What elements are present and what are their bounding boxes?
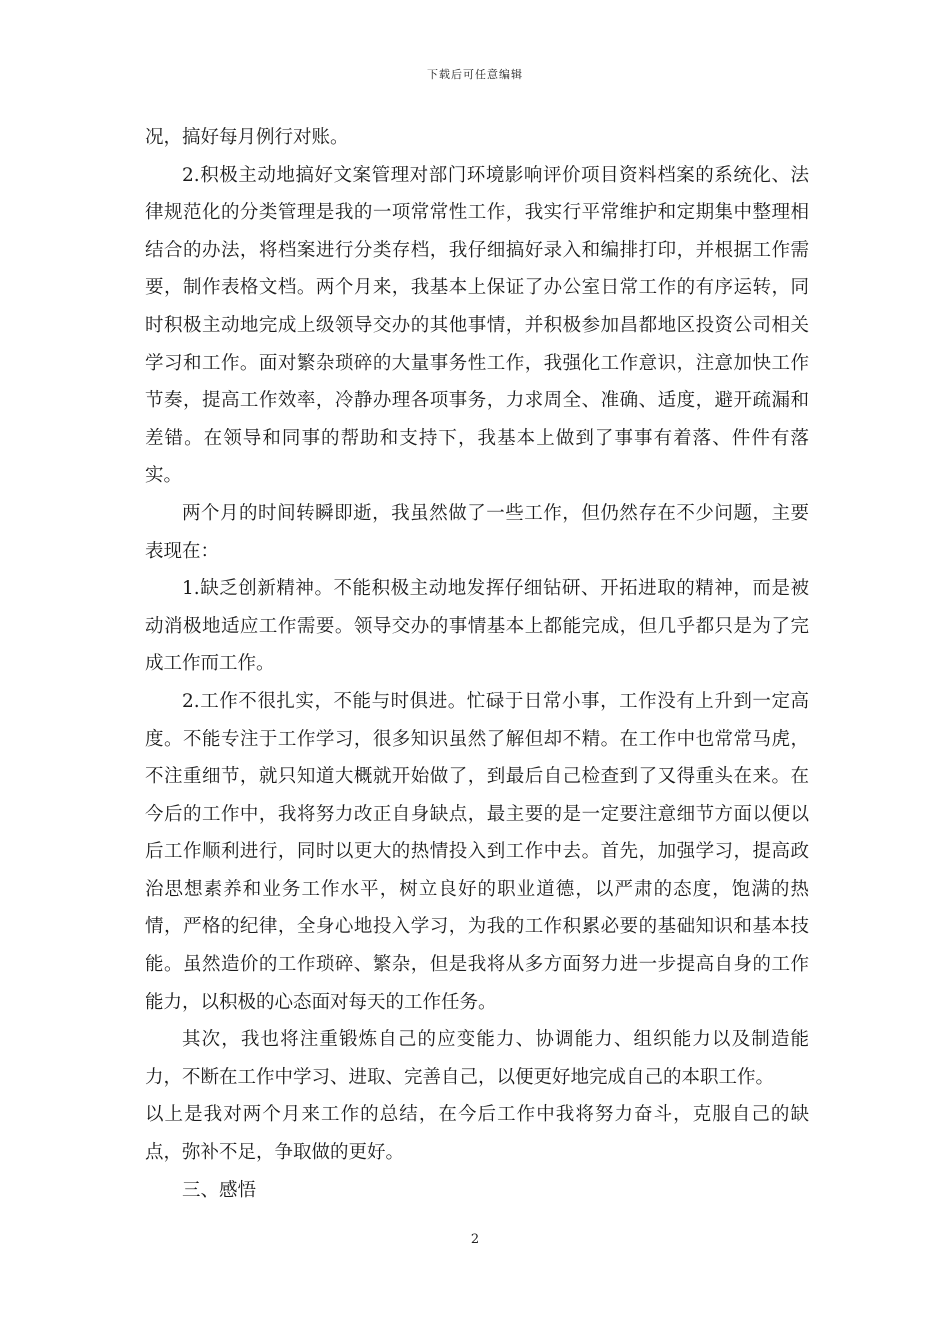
page-number: 2 <box>470 1232 480 1247</box>
page-header: 下载后可任意编辑 <box>427 68 523 81</box>
paragraph-problems-intro: 两个月的时间转瞬即逝，我虽然做了一些工作，但仍然存在不少问题，主要表现在： <box>145 502 809 562</box>
section-heading-insights: 三、感悟 <box>182 1179 257 1201</box>
paragraph-lack-innovation: 1.缺乏创新精神。不能积极主动地发挥仔细钻研、开拓进取的精神，而是被动消极地适应工作需要。领导交办的事情基本上都能完成，但几乎都只是为了完成工作而工作。 <box>145 578 809 675</box>
paragraph-summary: 以上是我对两个月来工作的总结，在今后工作中我将努力奋斗，克服自己的缺点，弥补不足，争取做的更好。 <box>145 1104 809 1164</box>
paragraph-archive-management: 2.积极主动地搞好文案管理对部门环境影响评价项目资料档案的系统化、法律规范化的分类管理是我的一项常常性工作，我实行平常维护和定期集中整理相结合的办法，将档案进行分类存档，我仔细搞好录入和编排打印，并根据工作需要，制作表格文档。两个月来，我基本上保证了办公室日常工作的有序运转，同时积极主动地完成上级领导交办的其他事情，并积极参加昌都地区投资公司相关学习和工作。面对繁杂琐碎的大量事务性工作，我强化工作意识，注意加快工作节奏，提高工作效率，冷静办理各项事务，力求周全、准确、适度，避开疏漏和差错。在领导和同事的帮助和支持下，我基本上做到了事事有着落、件件有落实。 <box>145 164 809 487</box>
document-body <box>145 119 809 1209</box>
paragraph-work-not-solid: 2.工作不很扎实，不能与时俱进。忙碌于日常小事，工作没有上升到一定高度。不能专注于工作学习，很多知识虽然了解但却不精。在工作中也常常马虎，不注重细节，就只知道大概就开始做了，到最后自己检查到了又得重头在来。在今后的工作中，我将努力改正自身缺点，最主要的是一定要注意细节方面以便以后工作顺利进行，同时以更大的热情投入到工作中去。首先，加强学习，提高政治思想素养和业务工作水平，树立良好的职业道德，以严肃的态度，饱满的热情，严格的纪律，全身心地投入学习，为我的工作积累必要的基础知识和基本技能。虽然造价的工作琐碎、繁杂，但是我将从多方面努力进一步提高自身的工作能力，以积极的心态面对每天的工作任务。 <box>145 690 809 1013</box>
paragraph-continuation: 况，搞好每月例行对账。 <box>145 127 349 148</box>
paragraph-secondly: 其次，我也将注重锻炼自己的应变能力、协调能力、组织能力以及制造能力，不断在工作中学习、进取、完善自己，以便更好地完成自己的本职工作。 <box>145 1029 809 1088</box>
